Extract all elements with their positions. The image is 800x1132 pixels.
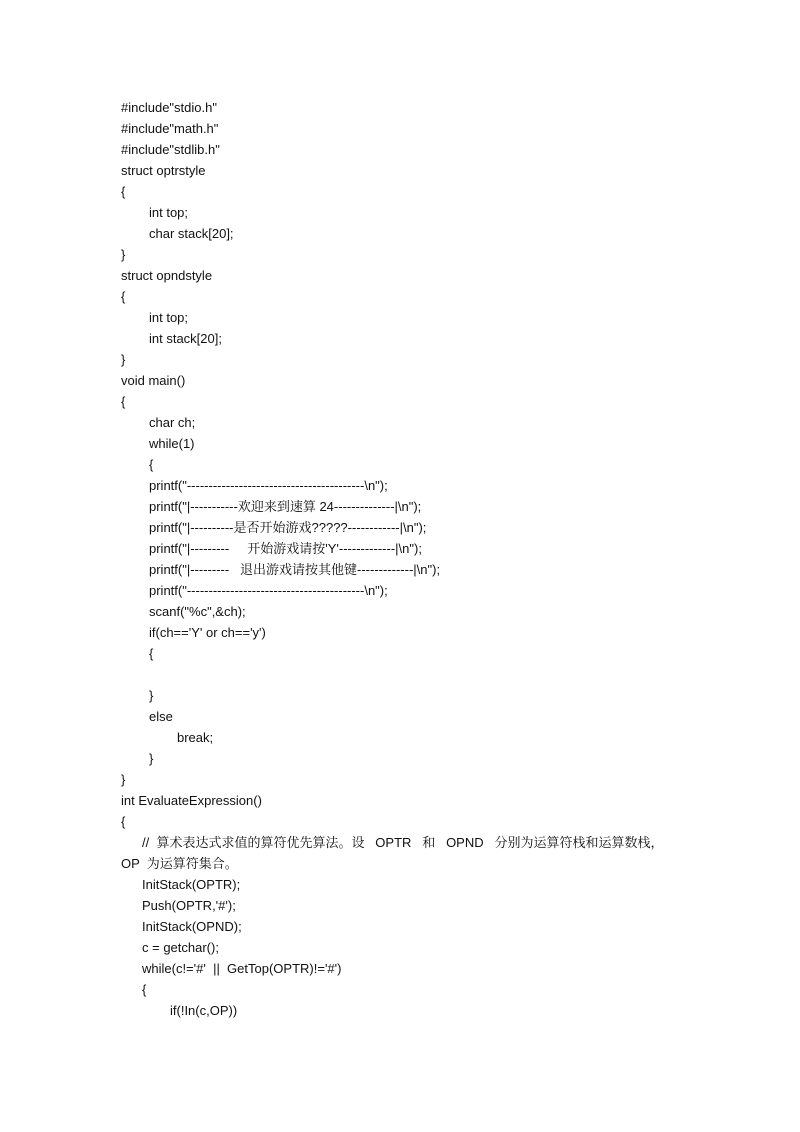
code-line: c = getchar(); (142, 940, 219, 955)
code-line: { (121, 289, 126, 304)
code-line: int top; (149, 310, 189, 325)
code-line (121, 664, 681, 685)
code-line: break; (177, 730, 214, 745)
code-line: } (121, 772, 126, 787)
code-line: struct opndstyle (121, 268, 213, 283)
code-line: { (121, 184, 126, 199)
code-line: int EvaluateExpression() (121, 793, 262, 808)
code-line: InitStack(OPND); (142, 919, 242, 934)
code-line: char ch; (149, 415, 196, 430)
code-line: printf("-----------------------------------------\n"); (149, 478, 388, 493)
code-line: { (121, 814, 126, 829)
code-line: OP 为运算符集合。 (121, 856, 238, 871)
code-line: void main() (121, 373, 186, 388)
code-line: printf("|--------- 退出游戏请按其他键-------------|\n"); (149, 562, 441, 577)
code-line: { (149, 457, 154, 472)
code-line: } (149, 688, 154, 703)
code-line: // 算术表达式求值的算符优先算法。设 OPTR 和 OPND 分别为运算符栈和运算数栈， (142, 835, 664, 850)
code-line: printf("|----------是否开始游戏?????------------|\n"); (149, 520, 427, 535)
code-line: InitStack(OPTR); (142, 877, 241, 892)
code-line: while(1) (149, 436, 195, 451)
code-line: } (149, 751, 154, 766)
code-line: { (121, 394, 126, 409)
code-line: scanf("%c",&ch); (149, 604, 246, 619)
code-line: if(!In(c,OP)) (170, 1003, 238, 1018)
code-line: Push(OPTR,'#'); (142, 898, 236, 913)
code-line: printf("-----------------------------------------\n"); (149, 583, 388, 598)
code-line: { (142, 982, 147, 997)
code-line: char stack[20]; (149, 226, 234, 241)
code-line: #include"stdlib.h" (121, 142, 220, 157)
code-line: printf("|-----------欢迎来到速算 24--------------|\n"); (149, 499, 422, 514)
code-line: { (149, 646, 154, 661)
code-line: int stack[20]; (149, 331, 222, 346)
code-line: else (149, 709, 173, 724)
code-listing (121, 97, 681, 1021)
code-line: if(ch=='Y' or ch=='y') (149, 625, 266, 640)
code-line: } (121, 352, 126, 367)
code-line: printf("|--------- 开始游戏请按'Y'-------------|\n"); (149, 541, 422, 556)
code-line: while(c!='#' || GetTop(OPTR)!='#') (142, 961, 342, 976)
code-line: struct optrstyle (121, 163, 206, 178)
code-line: #include"math.h" (121, 121, 219, 136)
code-line: } (121, 247, 126, 262)
code-line: #include"stdio.h" (121, 100, 217, 115)
code-line: int top; (149, 205, 189, 220)
